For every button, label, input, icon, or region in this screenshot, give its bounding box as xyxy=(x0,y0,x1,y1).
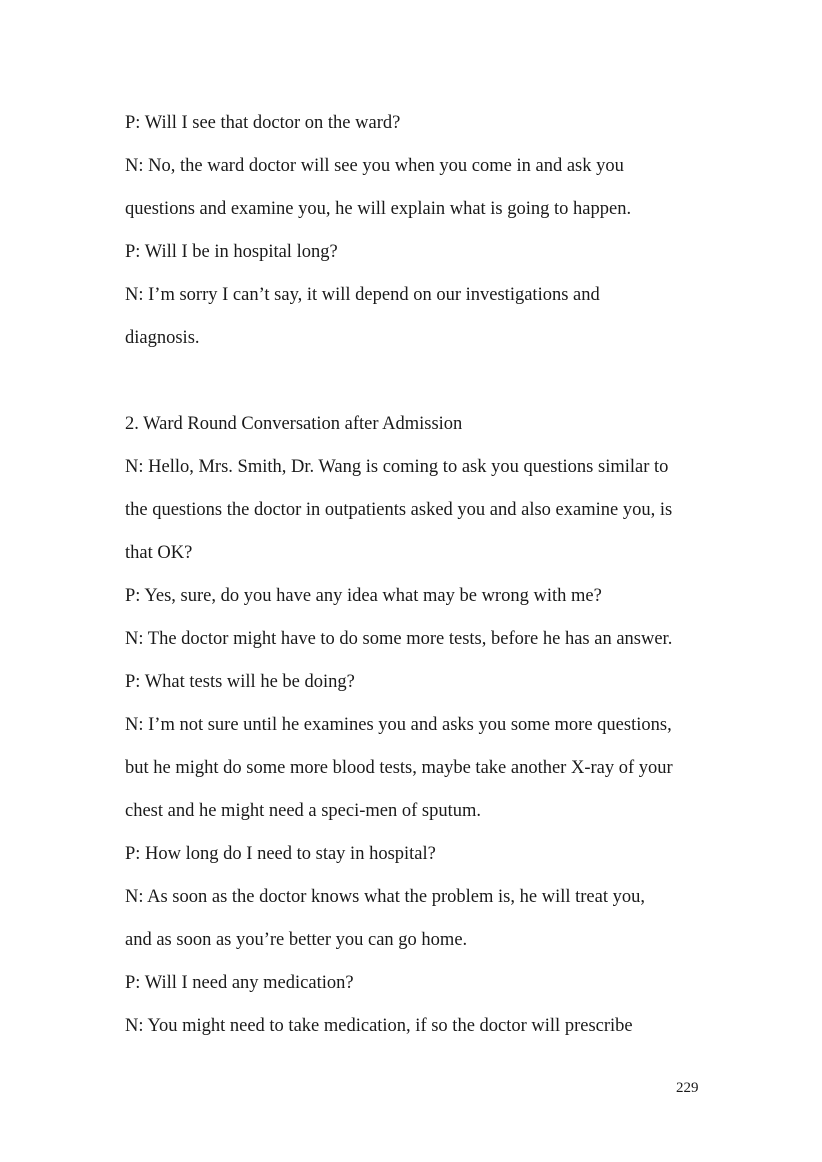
dialogue-line-patient: P: How long do I need to stay in hospital? xyxy=(125,844,436,864)
dialogue-line-patient: P: Yes, sure, do you have any idea what may be wrong with me? xyxy=(125,586,602,606)
dialogue-line-nurse: N: The doctor might have to do some more tests, before he has an answer. xyxy=(125,629,673,649)
dialogue-line-nurse: N: As soon as the doctor knows what the problem is, he will treat you, xyxy=(125,887,645,907)
dialogue-line-nurse: N: Hello, Mrs. Smith, Dr. Wang is coming to ask you questions similar to xyxy=(125,457,669,477)
dialogue-line-nurse: N: I’m not sure until he examines you and asks you some more questions, xyxy=(125,715,672,735)
section-heading: 2. Ward Round Conversation after Admission xyxy=(125,414,463,434)
page-number: 229 xyxy=(676,1080,699,1096)
dialogue-line-continuation: that OK? xyxy=(125,543,193,563)
dialogue-line-patient: P: Will I need any medication? xyxy=(125,973,354,993)
dialogue-line-continuation: but he might do some more blood tests, maybe take another X-ray of your xyxy=(125,758,673,778)
dialogue-line-continuation: diagnosis. xyxy=(125,328,200,348)
dialogue-line-nurse: N: You might need to take medication, if so the doctor will prescribe xyxy=(125,1016,633,1036)
dialogue-line-nurse: N: No, the ward doctor will see you when you come in and ask you xyxy=(125,156,624,176)
dialogue-line-continuation: and as soon as you’re better you can go home. xyxy=(125,930,468,950)
dialogue-line-continuation: the questions the doctor in outpatients asked you and also examine you, is xyxy=(125,500,673,520)
dialogue-line-continuation: chest and he might need a speci-men of sputum. xyxy=(125,801,482,821)
dialogue-line-patient: P: Will I be in hospital long? xyxy=(125,242,338,262)
dialogue-line-patient: P: What tests will he be doing? xyxy=(125,672,355,692)
dialogue-line-continuation: questions and examine you, he will explain what is going to happen. xyxy=(125,199,632,219)
dialogue-line-nurse: N: I’m sorry I can’t say, it will depend on our investigations and xyxy=(125,285,600,305)
dialogue-line-patient: P: Will I see that doctor on the ward? xyxy=(125,113,401,133)
